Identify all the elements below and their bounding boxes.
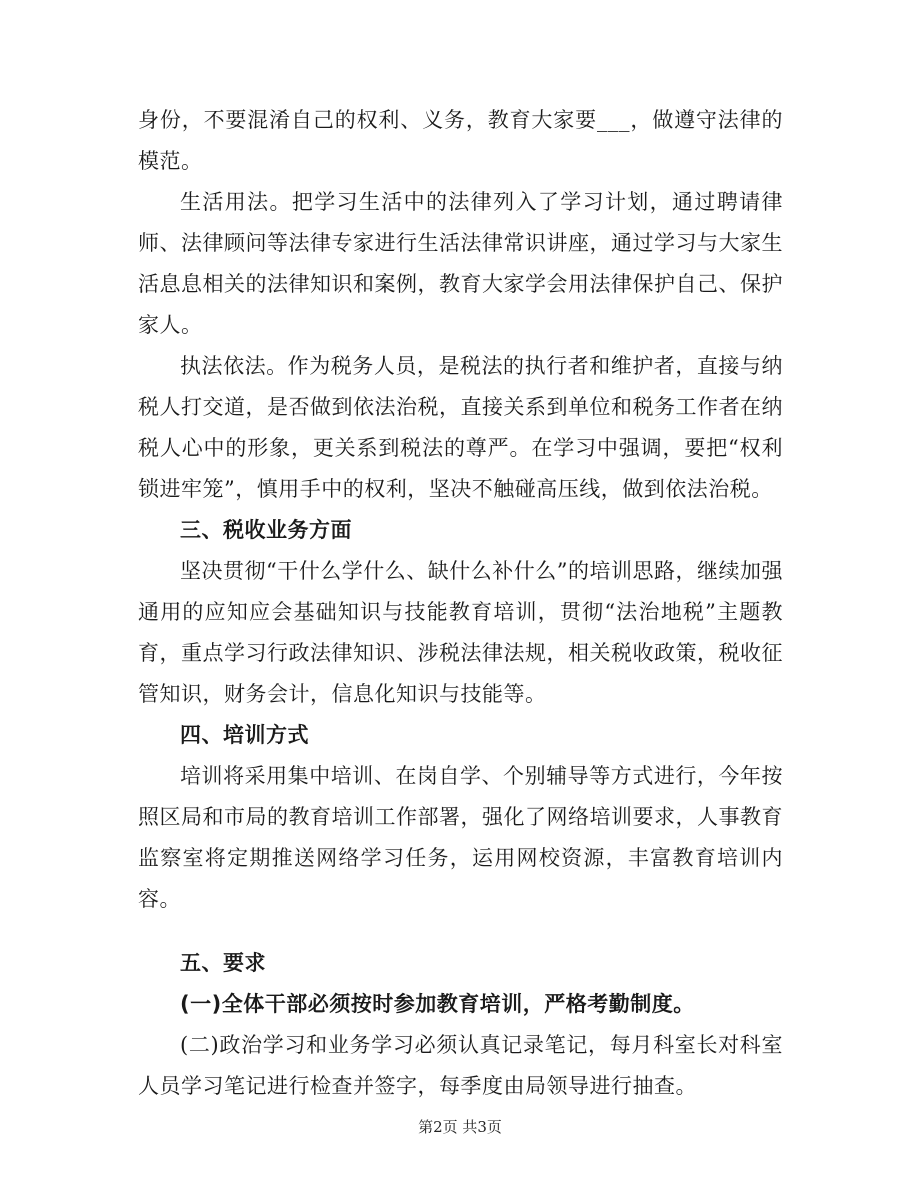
- requirement-item-2: (二)政治学习和业务学习必须认真记录笔记，每月科室长对科室人员学习笔记进行检查并签字，每季度由局领导进行抽查。: [138, 1033, 783, 1098]
- paragraph-life-law: 生活用法。把学习生活中的法律列入了学习计划，通过聘请律师、法律顾问等法律专家进行生活法律常识讲座，通过学习与大家生活息息相关的法律知识和案例，教育大家学会用法律保护自己、保护家人。: [138, 190, 783, 337]
- section-heading-requirements: 五、要求: [180, 951, 266, 975]
- paragraph-continuation: 身份，不要混淆自己的权利、义务，教育大家要___，做遵守法律的模范。: [138, 108, 783, 173]
- section-heading-training-method: 四、培训方式: [180, 723, 309, 747]
- requirement-item-1: (一)全体干部必须按时参加教育培训，严格考勤制度。: [180, 992, 695, 1016]
- paragraph-enforce-law: 执法依法。作为税务人员，是税法的执行者和维护者，直接与纳税人打交道，是否做到依法治税，直接关系到单位和税务工作者在纳税人心中的形象，更关系到税法的尊严。在学习中强调，要把“权利锁进牢笼”，慎用手中的权利，坚决不触碰高压线，做到依法治税。: [138, 354, 783, 501]
- paragraph-training-method: 培训将采用集中培训、在岗自学、个别辅导等方式进行，今年按照区局和市局的教育培训工作部署，强化了网络培训要求，人事教育监察室将定期推送网络学习任务，运用网校资源，丰富教育培训内容。: [138, 764, 783, 911]
- vertical-spacer: [138, 920, 783, 943]
- page-number-footer: 第2页 共3页: [418, 1118, 502, 1136]
- paragraph-tax-business: 坚决贯彻“干什么学什么、缺什么补什么”的培训思路，继续加强通用的应知应会基础知识与技能教育培训，贯彻“法治地税”主题教育，重点学习行政法律知识、涉税法律法规，相关税收政策，税收征管知识，财务会计，信息化知识与技能等。: [138, 559, 783, 706]
- document-body: [138, 100, 783, 1107]
- section-heading-tax-business: 三、税收业务方面: [180, 518, 352, 542]
